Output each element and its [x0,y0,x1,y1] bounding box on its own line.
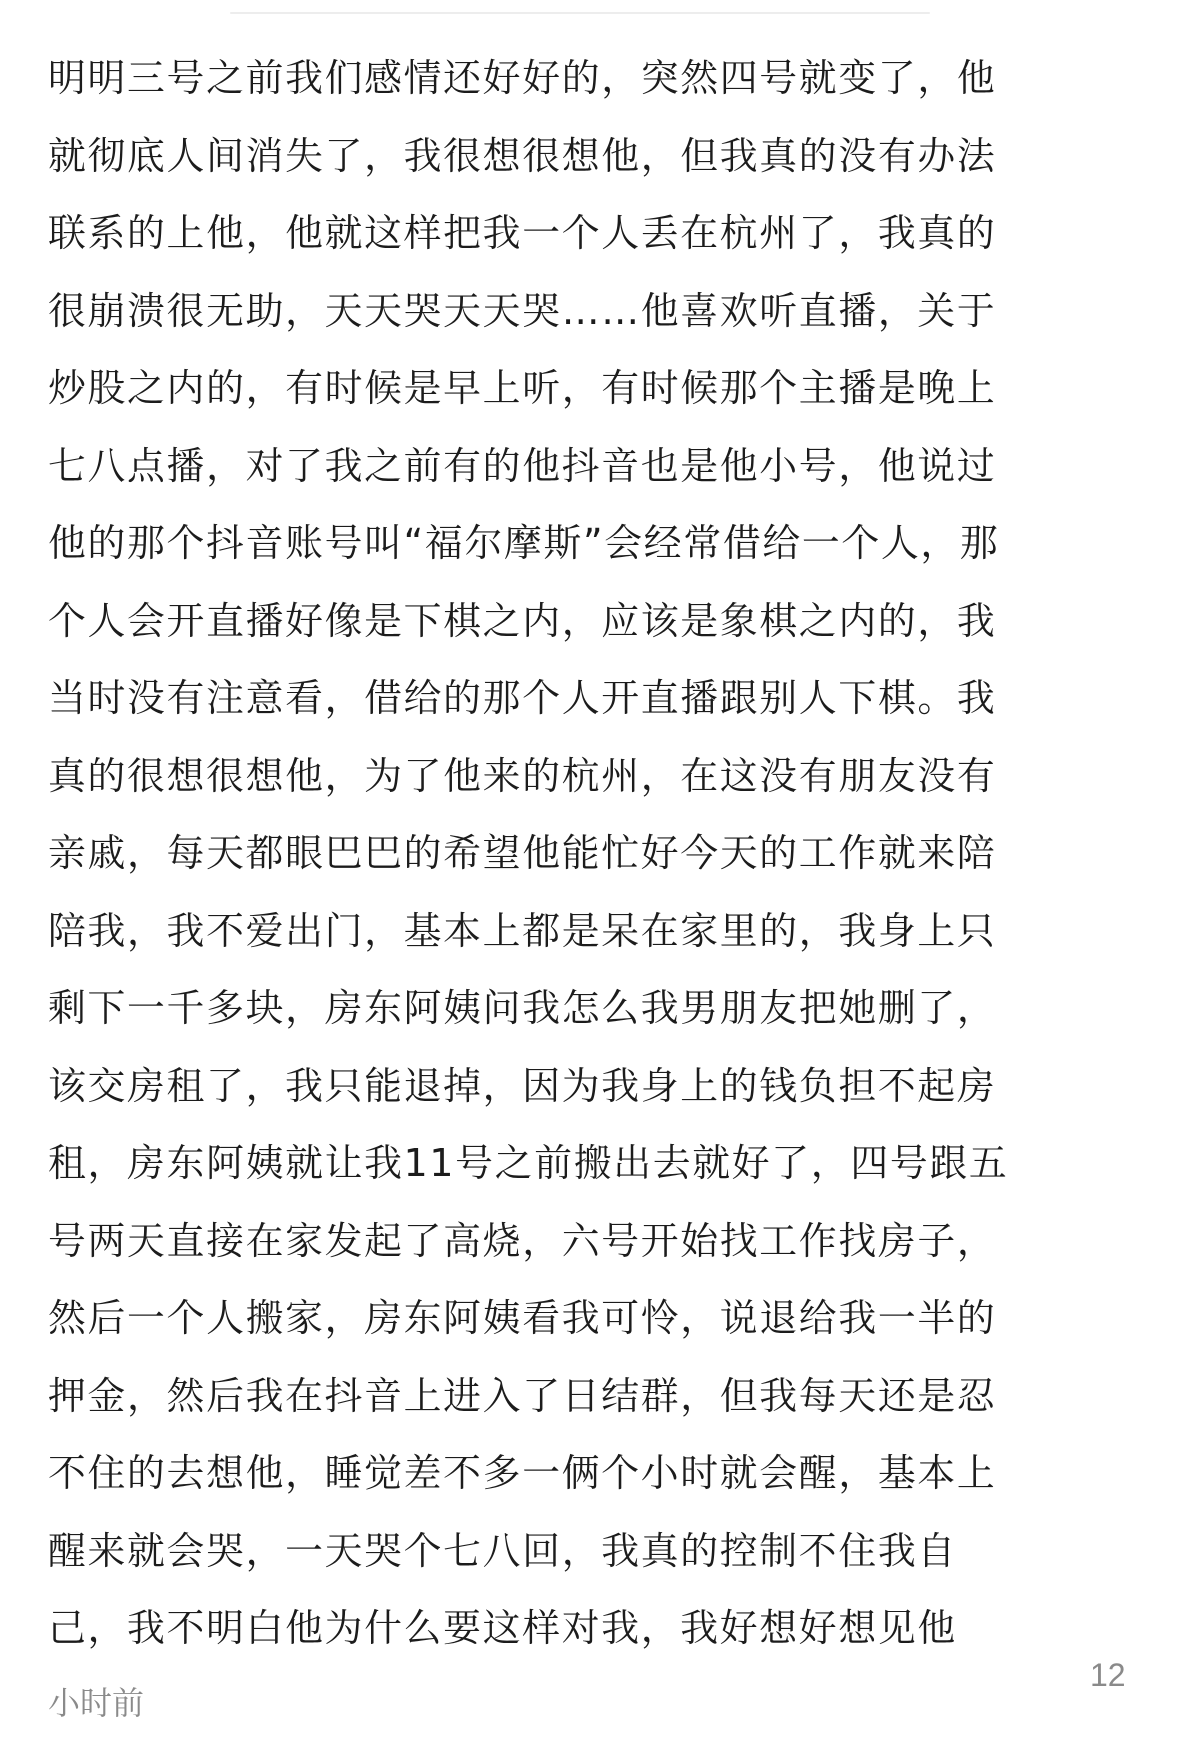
comment-body [48,40,1128,1668]
comment-line: 他的那个抖音账号叫“福尔摩斯”会经常借给一个人，那 [48,521,1000,565]
comment-line: 号两天直接在家发起了高烧，六号开始找工作找房子， [48,1218,997,1263]
comment-line: 明明三号之前我们感情还好好的，突然四号就变了，他 [48,56,997,100]
comment-line: 亲戚，每天都眼巴巴的希望他能忙好今天的工作就来陪 [48,831,997,875]
comment-line: 不住的去想他，睡觉差不多一俩个小时就会醒，基本上 [48,1451,997,1495]
comment-line: 该交房租了，我只能退掉，因为我身上的钱负担不起房 [48,1063,997,1108]
comment-line: 醒来就会哭，一天哭个七八回，我真的控制不住我自 [48,1528,957,1573]
comment-line: 陪我，我不爱出门，基本上都是呆在家里的，我身上只 [48,908,997,953]
comment-line: 然后一个人搬家，房东阿姨看我可怜，说退给我一半的 [48,1296,997,1340]
comment-line: 当时没有注意看，借给的那个人开直播跟别人下棋。我 [48,676,997,720]
top-divider [230,12,930,14]
comment-line: 炒股之内的，有时候是早上听，有时候那个主播是晚上 [48,366,997,410]
comment-line: 就彻底人间消失了，我很想很想他，但我真的没有办法 [48,133,997,178]
comment-line: 剩下一千多块，房东阿姨问我怎么我男朋友把她删了， [48,986,997,1030]
comment-line: 押金，然后我在抖音上进入了日结群，但我每天还是忍 [48,1373,997,1418]
comment-line: 很崩溃很无助，天天哭天天哭……他喜欢听直播，关于 [48,288,997,333]
comment-line: 联系的上他，他就这样把我一个人丢在杭州了，我真的 [48,211,997,255]
comment-line: 七八点播，对了我之前有的他抖音也是他小号，他说过 [48,443,997,488]
comment-line: 真的很想很想他，为了他来的杭州，在这没有朋友没有 [48,753,997,798]
comment-line: 个人会开直播好像是下棋之内，应该是象棋之内的，我 [48,598,997,643]
comment-line: 己，我不明白他为什么要这样对我，我好想好想见他 [48,1606,957,1650]
comment-line: 租，房东阿姨就让我11号之前搬出去就好了，四号跟五 [48,1141,1009,1185]
like-count[interactable]: 12 [1090,1657,1126,1693]
comment-time: 小时前 [48,1684,145,1722]
